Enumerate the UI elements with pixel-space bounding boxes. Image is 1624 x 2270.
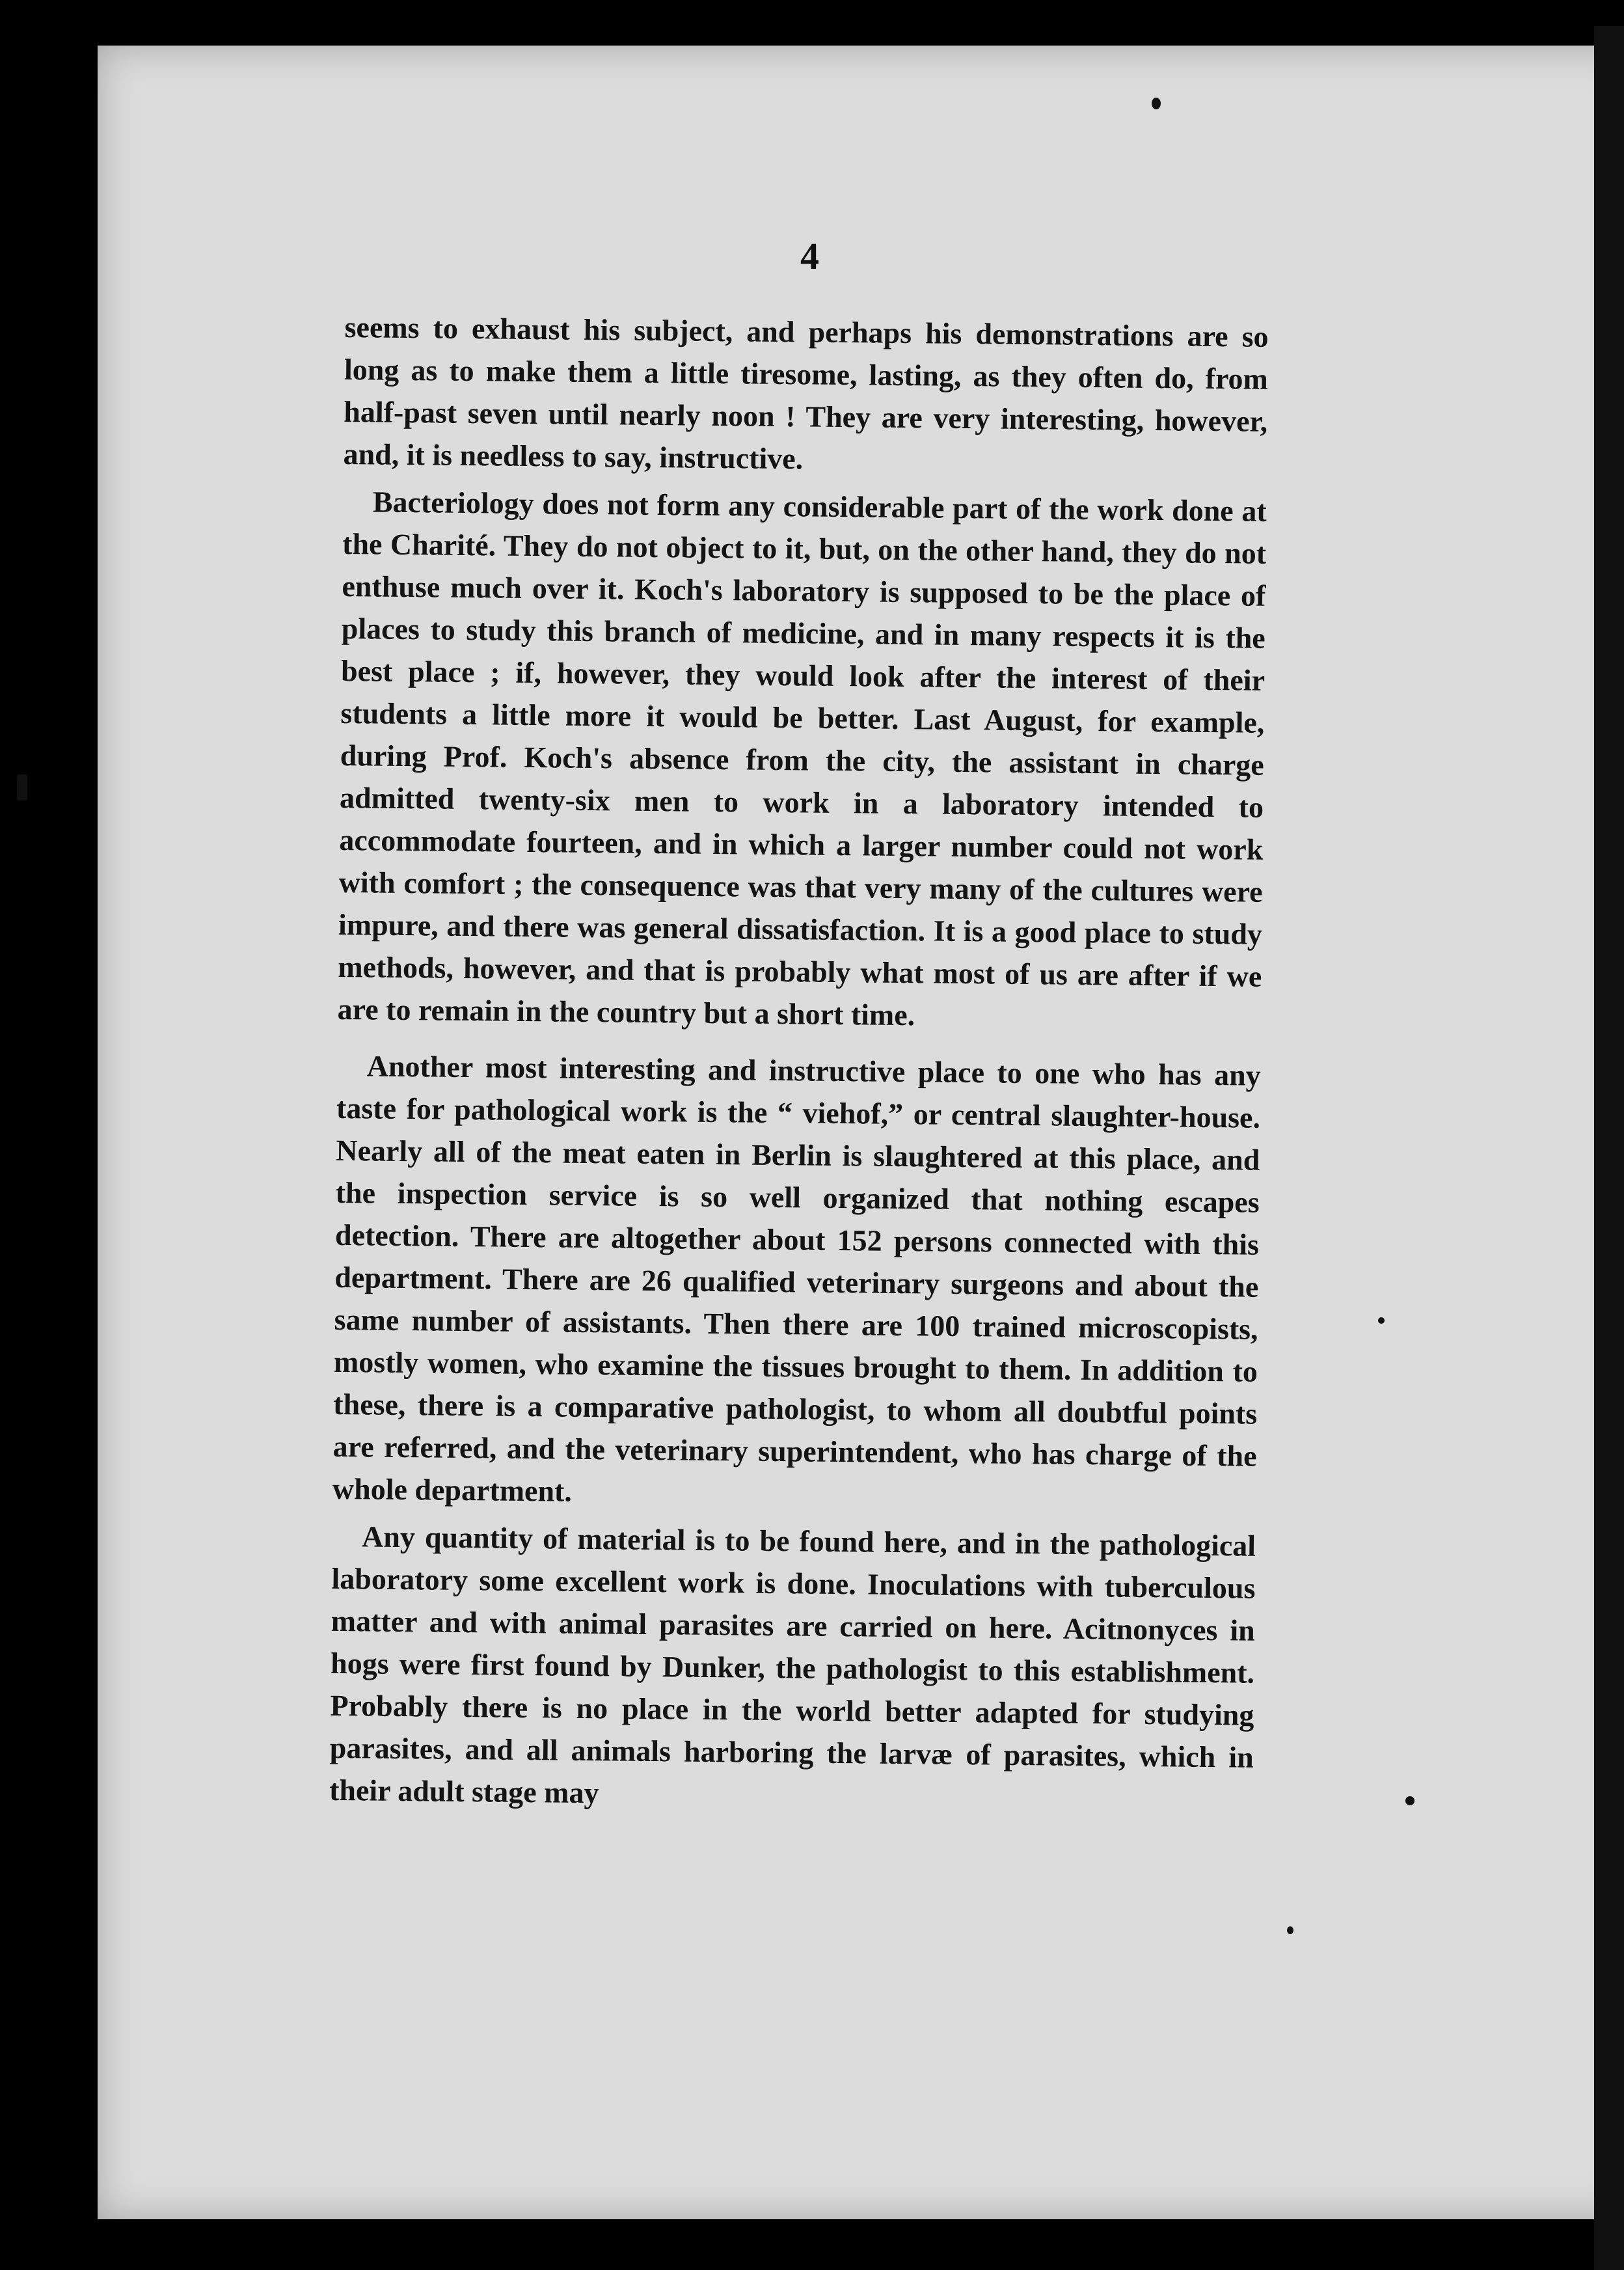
paragraph-continued: seems to exhaust his subject, and perhaps his demonstrations are so long as to make them a little tiresome, lasting, as they often do, from half-past seven until nearly noon ! They are very interesting, however, and, it is needless to say, instructive. (343, 310, 1269, 476)
paragraph-bacteriology: Bacteriology does not form any considerable part of the work done at the Charité. They do not object to it, but, on the other hand, they do not enthuse much over it. Koch's laboratory is supposed to be the place of places to study this branch of medicine, and in many respects it is the best place ; if, however, they would look after the interest of their students a little more it would be better. Last August, for example, during Prof. Koch's absence from the city, the assistant in charge admitted twenty-six men to work in a laboratory intended to accommodate fourteen, and in which a larger number could not work with comfort ; the consequence was that very many of the cultures were impure, and there was general dissatisfaction. It is a good place to study methods, however, and that is probably what most of us are after if we are to remain in the country but a short time. (337, 485, 1267, 1032)
ink-speck (17, 774, 27, 800)
paragraph-material: Any quantity of material is to be found here, and in the pathological laboratory some excellent work is done. Inoculations with tuberculous matter and with animal parasites are carried on here. Acitnonyces in hogs were first found by Dunker, the pathologist to this establishment. Probably there is no place in the world better adapted for studying parasites, and all animals harboring the larvæ of parasites, which in their adult stage may (329, 1520, 1256, 1810)
ink-speck (1287, 1926, 1293, 1934)
page-edge-shadow (1594, 26, 1624, 2270)
ink-speck (1378, 1317, 1385, 1324)
ink-speck (1405, 1796, 1414, 1805)
ink-speck (1152, 98, 1161, 109)
page-number: 4 (800, 235, 819, 277)
paragraph-slaughter-house: Another most interesting and instructive place to one who has any taste for pathological work is the “ viehof,” or central slaughter-house. Nearly all of the meat eaten in Berlin is slaughtered at this place, and the inspection service is so well organized that nothing escapes detection. There are altogether about 152 persons connected with this department. There are 26 qualified veterinary surgeons and about the same number of assistants. Then there are 100 trained microscopists, mostly women, who examine the tissues brought to them. In addition to these, there is a comparative pathologist, to whom all doubtful points are referred, and the veterinary superintendent, who has charge of the whole department. (332, 1049, 1261, 1508)
body-text (329, 306, 1269, 1826)
